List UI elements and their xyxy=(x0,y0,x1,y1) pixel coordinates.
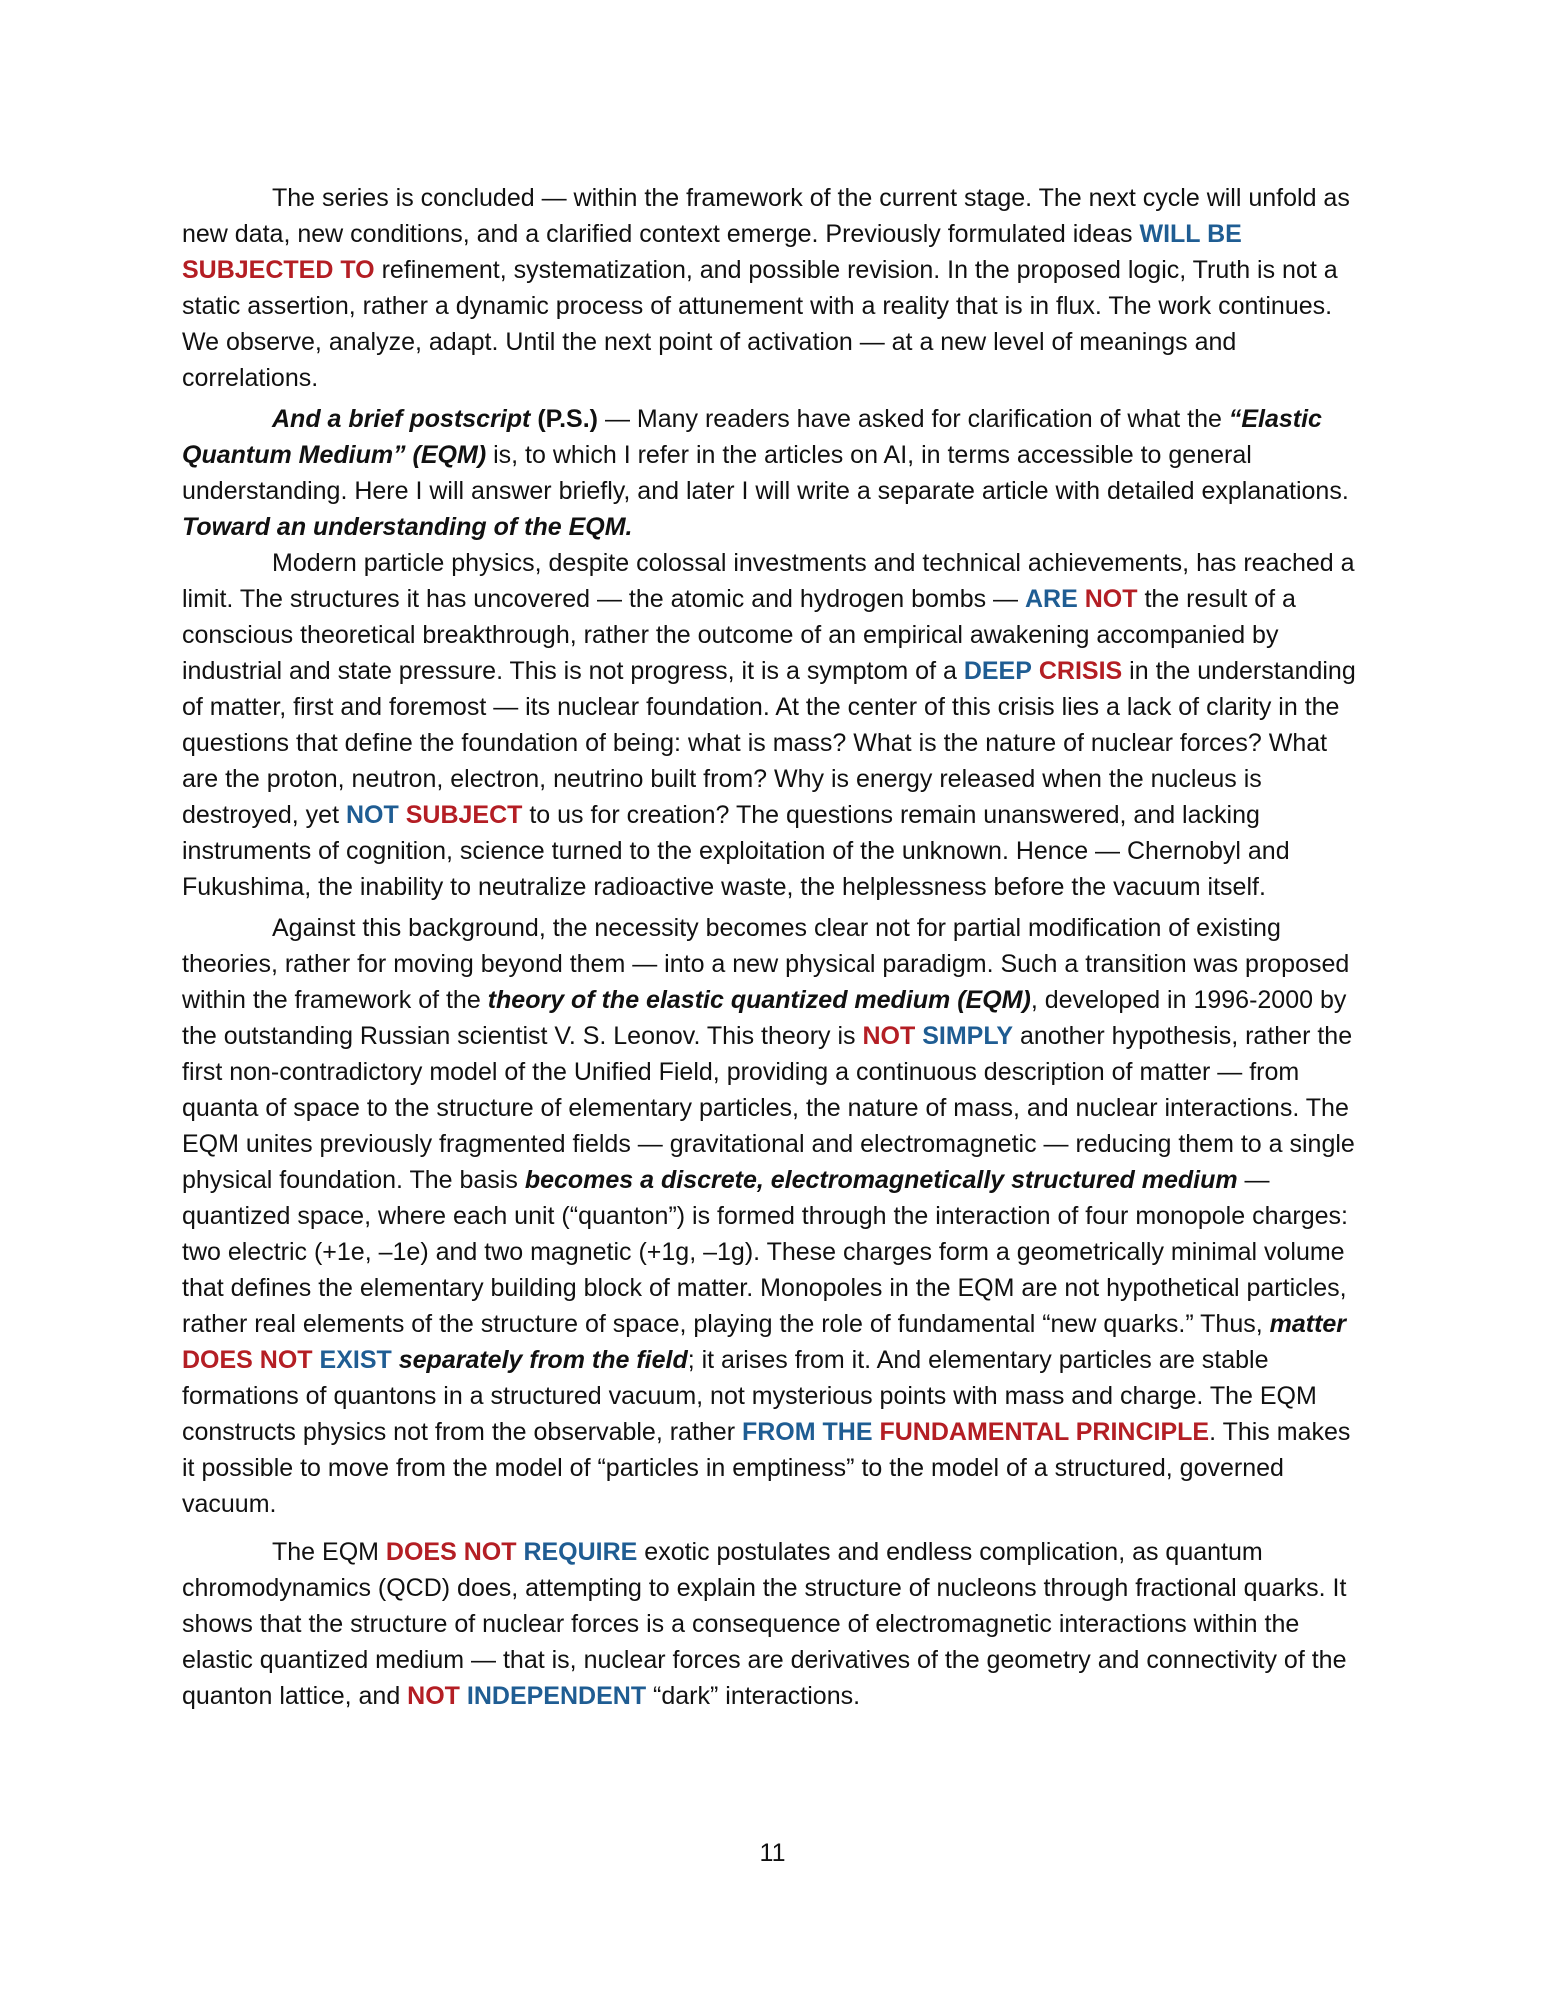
emphasis-red: NOT xyxy=(862,1022,916,1050)
emphasis-red: DOES NOT xyxy=(385,1538,517,1566)
emphasis-red: NOT xyxy=(407,1682,460,1710)
emphasis-blue: INDEPENDENT xyxy=(466,1682,647,1710)
emphasis-blue: EXIST xyxy=(319,1346,392,1374)
emphasis-blue: SIMPLY xyxy=(922,1022,1013,1050)
emphasis-bold-italic: And a brief postscript xyxy=(272,405,531,433)
text: , developed in 1996-2000 by the outstanding Russian scientist V. S. Leonov. This theory is xyxy=(182,986,1347,1050)
text: to us for creation? The questions remain unanswered, and lacking instruments of cognition, science turned to the exploitation of the unknown. Hence — Chernobyl and Fukushima, the inability to neutralize radioactive waste, the helplessness before the vacuum itself. xyxy=(182,801,1290,901)
text: Modern particle physics, despite colossal investments and technical achievements, has reached a limit. The structures it has uncovered — the atomic and hydrogen bombs — xyxy=(182,549,1355,613)
emphasis-bold-italic: theory of the elastic quantized medium (EQM) xyxy=(487,986,1031,1014)
text: another hypothesis, rather the first non-contradictory model of the Unified Field, providing a continuous description of matter — from quanta of space to the structure of elementary particles, the nature of mass, and nuclear interactions. The EQM unites previously fragmented fields — gravitational and electromagnetic — reducing them to a single physical foundation. The basis xyxy=(182,1022,1355,1194)
text: exotic postulates and endless complication, as quantum chromodynamics (QCD) does, attempting to explain the structure of nucleons through fractional quarks. It shows that the structure of nuclear forces is a consequence of electromagnetic interactions within the elastic quantized medium — that is, nuclear forces are derivatives of the geometry and connectivity of the quanton lattice, and xyxy=(182,1538,1347,1710)
paragraph-nuclear-forces xyxy=(182,1534,1362,1714)
emphasis-blue: NOT xyxy=(345,801,399,829)
text: refinement, systematization, and possible revision. In the proposed logic, Truth is not a static assertion, rather a dynamic process of attunement with a reality that is in flux. The work continues. We observe, analyze, adapt. Until the next point of activation — at a new level of meanings and correlations. xyxy=(182,256,1338,392)
emphasis-blue: ARE xyxy=(1025,585,1078,613)
text: — Many readers have asked for clarification of what the xyxy=(598,405,1229,433)
emphasis-bold: (P.S.) xyxy=(537,405,598,433)
text: The series is concluded — within the framework of the current stage. The next cycle will unfold as new data, new conditions, and a clarified context emerge. Previously formulated ideas xyxy=(182,184,1350,248)
emphasis-blue: DEEP xyxy=(963,657,1032,685)
emphasis-red: DOES NOT xyxy=(182,1346,313,1374)
text: is, to which I refer in the articles on AI, in terms accessible to general understanding. Here I will answer briefly, and later I will write a separate article with detailed explanations. xyxy=(182,441,1349,505)
emphasis-blue: WILL BE xyxy=(1139,220,1242,248)
emphasis-blue: FROM THE xyxy=(741,1418,873,1446)
paragraph-conclusion xyxy=(182,180,1362,396)
emphasis-bold-italic: separately from the field xyxy=(398,1346,688,1374)
text: Against this background, the necessity becomes clear not for partial modification of existing theories, rather for moving beyond them — into a new physical paradigm. Such a transition was proposed within the framework of the xyxy=(182,914,1350,1014)
text: . This makes it possible to move from the model of “particles in emptiness” to the model of a structured, governed vacuum. xyxy=(182,1418,1351,1518)
text: “dark” interactions. xyxy=(646,1682,861,1710)
section-heading: Toward an understanding of the EQM. xyxy=(182,513,633,541)
page-number: 11 xyxy=(759,1839,786,1867)
emphasis-bold-italic: matter xyxy=(1269,1310,1347,1338)
text: ; it arises from it. And elementary particles are stable formations of quantons in a structured vacuum, not mysterious points with mass and charge. The EQM constructs physics not from the observable, rather xyxy=(182,1346,1317,1446)
emphasis-bold-italic: becomes a discrete, electromagnetically structured medium xyxy=(524,1166,1238,1194)
emphasis-red: SUBJECTED TO xyxy=(182,256,375,284)
emphasis-red: NOT xyxy=(1084,585,1138,613)
document-body xyxy=(182,180,1362,1714)
text: the result of a conscious theoretical breakthrough, rather the outcome of an empirical awakening accompanied by industrial and state pressure. This is not progress, it is a symptom of a xyxy=(182,585,1296,685)
paragraph-postscript xyxy=(182,401,1362,509)
emphasis-bold-italic: “Elastic Quantum Medium” (EQM) xyxy=(182,405,1322,469)
paragraph-eqm-theory xyxy=(182,910,1362,1522)
text: in the understanding of matter, first and foremost — its nuclear foundation. At the center of this crisis lies a lack of clarity in the questions that define the foundation of being: what is mass? What is the nature of nuclear forces? What are the proton, neutron, electron, neutrino built from? Why is energy released when the nucleus is destroyed, yet xyxy=(182,657,1356,829)
emphasis-red: CRISIS xyxy=(1038,657,1123,685)
text: — quantized space, where each unit (“quanton”) is formed through the interaction of four monopole charges: two electric (+1e, –1e) and two magnetic (+1g, –1g). These charges form a geometrically minimal volume that defines the elementary building block of matter. Monopoles in the EQM are not hypothetical particles, rather real elements of the structure of space, playing the role of fundamental “new quarks.” Thus, xyxy=(182,1166,1348,1338)
paragraph-crisis xyxy=(182,545,1362,905)
emphasis-blue: REQUIRE xyxy=(523,1538,638,1566)
emphasis-red: SUBJECT xyxy=(405,801,523,829)
text: The EQM xyxy=(272,1538,386,1566)
emphasis-red: FUNDAMENTAL PRINCIPLE xyxy=(879,1418,1210,1446)
